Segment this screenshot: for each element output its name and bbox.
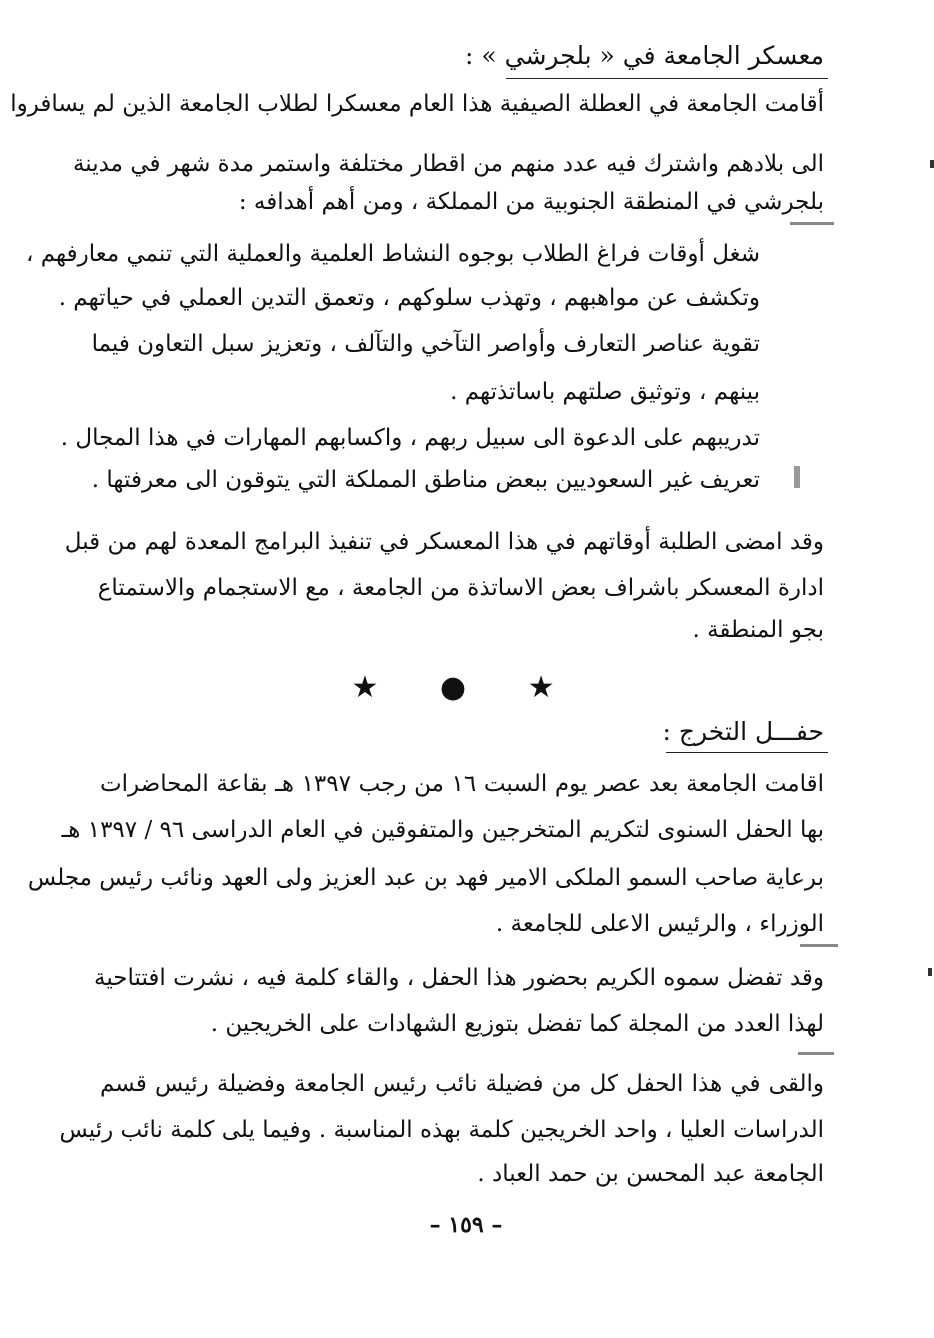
text-line: وقد تفضل سموه الكريم بحضور هذا الحفل ، والقاء كلمة فيه ، نشرت افتتاحية — [94, 965, 824, 991]
page-number: – ١٥٩ – — [429, 1212, 503, 1238]
section-heading-camp: معسكر الجامعة في « بلجرشي » : — [465, 41, 824, 70]
goal-line: بينهم ، وتوثيق صلتهم باساتذتهم . — [450, 379, 760, 405]
text-line: بلجرشي في المنطقة الجنوبية من المملكة ، ومن أهم أهدافه : — [238, 189, 824, 215]
text-line: والقى في هذا الحفل كل من فضيلة نائب رئيس الجامعة وفضيلة رئيس قسم — [100, 1071, 824, 1097]
goal-line: شغل أوقات فراغ الطلاب بوجوه النشاط العلمية والعملية التي تنمي معارفهم ، — [25, 241, 760, 267]
text-line: الجامعة عبد المحسن بن حمد العباد . — [477, 1161, 824, 1187]
scan-speck — [790, 222, 834, 225]
goal-line: تدريبهم على الدعوة الى سبيل ربهم ، واكسابهم المهارات في هذا المجال . — [60, 425, 760, 451]
scan-speck — [794, 466, 800, 488]
scan-speck — [928, 968, 932, 976]
heading-underline — [666, 752, 828, 753]
scan-speck — [800, 944, 838, 947]
scan-speck — [930, 160, 934, 168]
text-line: وقد امضى الطلبة أوقاتهم في هذا المعسكر في تنفيذ البرامج المعدة لهم من قبل — [64, 529, 824, 555]
text-line: بجو المنطقة . — [692, 617, 824, 643]
text-line: بها الحفل السنوى لتكريم المتخرجين والمتفوقين في العام الدراسى ٩٦ / ١٣٩٧ هـ — [61, 817, 824, 843]
text-line: لهذا العدد من المجلة كما تفضل بتوزيع الشهادات على الخريجين . — [210, 1011, 824, 1037]
text-line: أقامت الجامعة في العطلة الصيفية هذا العام معسكرا لطلاب الجامعة الذين لم يسافروا — [10, 91, 824, 117]
heading-underline — [506, 78, 828, 79]
goal-line: تقوية عناصر التعارف وأواصر التآخي والتآلف ، وتعزيز سبل التعاون فيما — [91, 331, 760, 357]
section-separator: ★ ● ★ — [351, 670, 581, 705]
goal-line: تعريف غير السعوديين ببعض مناطق المملكة التي يتوقون الى معرفتها . — [91, 467, 760, 493]
text-line: ادارة المعسكر باشراف بعض الاساتذة من الجامعة ، مع الاستجمام والاستمتاع — [97, 575, 824, 601]
text-line: الى بلادهم واشترك فيه عدد منهم من اقطار مختلفة واستمر مدة شهر في مدينة — [72, 151, 824, 177]
text-line: اقامت الجامعة بعد عصر يوم السبت ١٦ من رجب ١٣٩٧ هـ بقاعة المحاضرات — [100, 771, 825, 797]
text-line: الدراسات العليا ، واحد الخريجين كلمة بهذه المناسبة . وفيما يلى كلمة نائب رئيس — [59, 1117, 824, 1143]
goal-line: وتكشف عن مواهبهم ، وتهذب سلوكهم ، وتعمق التدين العملي في حياتهم . — [58, 285, 760, 311]
section-heading-graduation: حفـــل التخرج : — [662, 717, 824, 746]
text-line: الوزراء ، والرئيس الاعلى للجامعة . — [495, 911, 824, 937]
text-line: برعاية صاحب السمو الملكى الامير فهد بن عبد العزيز ولى العهد ونائب رئيس مجلس — [27, 865, 824, 891]
scan-speck — [798, 1052, 834, 1055]
